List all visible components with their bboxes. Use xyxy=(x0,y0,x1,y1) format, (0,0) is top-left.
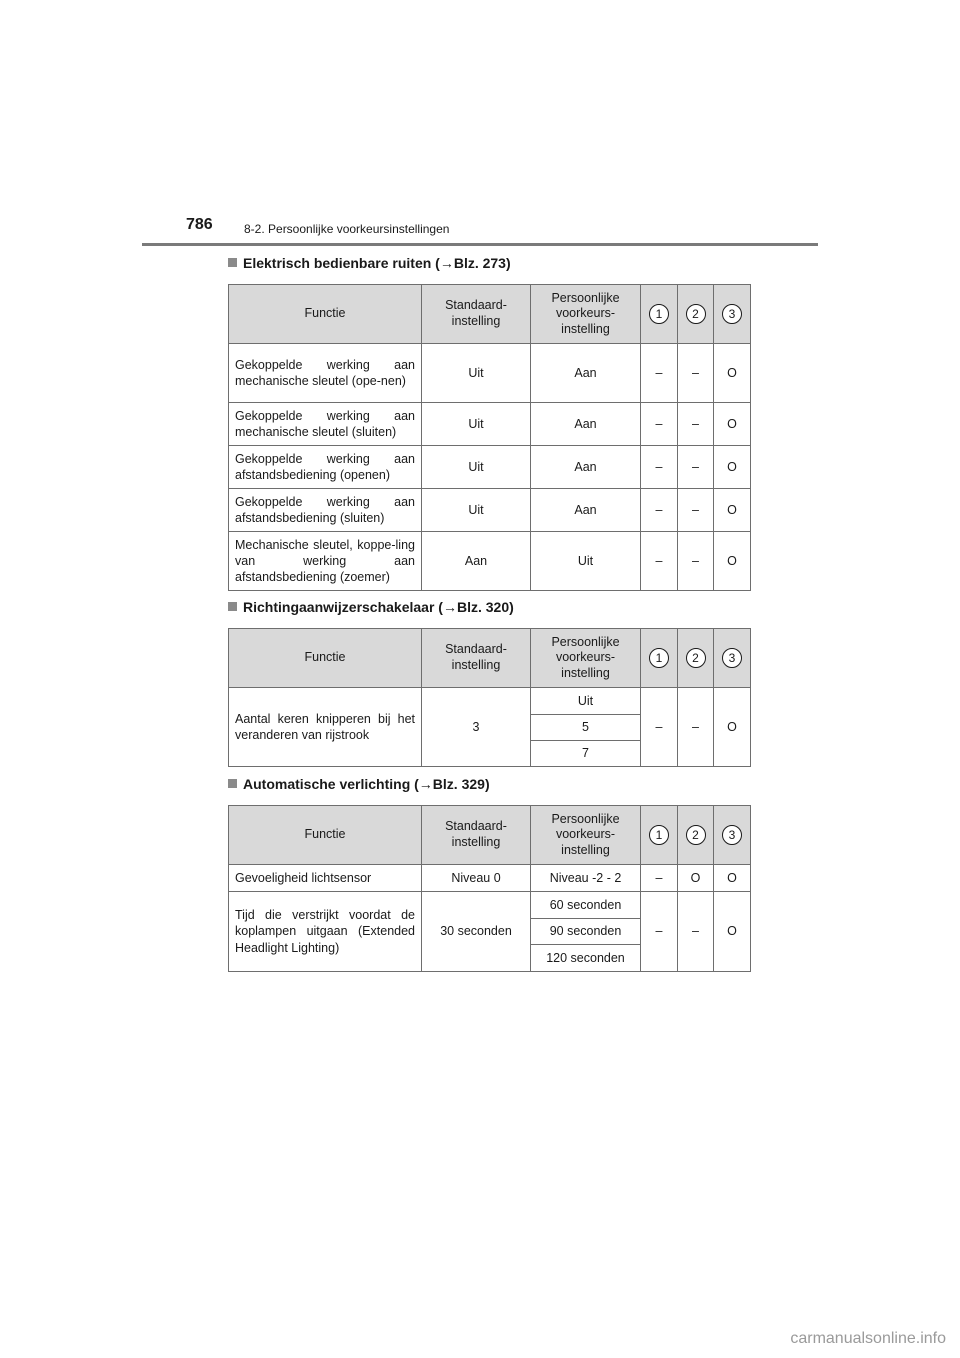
header-custom: Persoonlijke voorkeurs- instelling xyxy=(531,629,641,688)
table-row xyxy=(229,892,751,919)
cell-method-1: – xyxy=(641,446,678,489)
bullet-square-icon xyxy=(228,258,237,267)
cell-custom-option: 7 xyxy=(531,741,641,767)
cell-method-1: – xyxy=(641,688,678,767)
number-1-icon: 1 xyxy=(649,825,669,845)
section-title-power-windows: Elektrisch bedienbare ruiten (→Blz. 273) xyxy=(228,255,511,271)
cell-method-2: – xyxy=(678,446,714,489)
header-method-1 xyxy=(641,629,678,688)
cell-function: Gekoppelde werking aan mechanische sleutel (ope-nen) xyxy=(229,344,422,403)
table-row xyxy=(229,489,751,532)
cell-function: Gekoppelde werking aan afstandsbediening (openen) xyxy=(229,446,422,489)
number-2-icon: 2 xyxy=(686,825,706,845)
cell-method-1: – xyxy=(641,892,678,972)
table-row xyxy=(229,446,751,489)
chapter-title: 8-2. Persoonlijke voorkeursinstellingen xyxy=(244,222,450,236)
header-default: Standaard- instelling xyxy=(422,806,531,865)
table-row xyxy=(229,344,751,403)
number-2-icon: 2 xyxy=(686,304,706,324)
cell-function: Aantal keren knipperen bij het veranderen van rijstrook xyxy=(229,688,422,767)
number-3-icon: 3 xyxy=(722,304,742,324)
cell-custom-option: 90 seconden xyxy=(531,919,641,945)
cell-method-3: O xyxy=(714,489,751,532)
cell-method-1: – xyxy=(641,532,678,591)
cell-custom-option: 120 seconden xyxy=(531,945,641,972)
header-function: Functie xyxy=(229,629,422,688)
cell-custom: Aan xyxy=(531,403,641,446)
cell-default: Uit xyxy=(422,489,531,532)
cell-method-1: – xyxy=(641,489,678,532)
cell-custom: Niveau -2 - 2 xyxy=(531,865,641,892)
header-rule xyxy=(142,243,818,246)
cell-custom-option: 60 seconden xyxy=(531,892,641,919)
cell-function: Mechanische sleutel, koppe-ling van werking aan afstandsbediening (zoemer) xyxy=(229,532,422,591)
number-3-icon: 3 xyxy=(722,825,742,845)
cell-default: Aan xyxy=(422,532,531,591)
cell-method-2: – xyxy=(678,892,714,972)
header-default: Standaard- instelling xyxy=(422,285,531,344)
cell-default: 3 xyxy=(422,688,531,767)
number-2-icon: 2 xyxy=(686,648,706,668)
header-method-1 xyxy=(641,806,678,865)
cell-method-1: – xyxy=(641,403,678,446)
cell-custom-option: Uit xyxy=(531,688,641,715)
number-1-icon: 1 xyxy=(649,304,669,324)
cell-default: 30 seconden xyxy=(422,892,531,972)
settings-table-power-windows xyxy=(228,284,751,591)
cell-method-3: O xyxy=(714,403,751,446)
table-header-row xyxy=(229,629,751,688)
header-method-3 xyxy=(714,629,751,688)
cell-method-2: – xyxy=(678,489,714,532)
cell-method-2: – xyxy=(678,403,714,446)
header-method-2 xyxy=(678,629,714,688)
cell-method-3: O xyxy=(714,892,751,972)
header-method-2 xyxy=(678,285,714,344)
cell-method-2: O xyxy=(678,865,714,892)
cell-default: Niveau 0 xyxy=(422,865,531,892)
header-default: Standaard- instelling xyxy=(422,629,531,688)
header-function: Functie xyxy=(229,285,422,344)
cell-function: Tijd die verstrijkt voordat de koplampen uitgaan (Extended Headlight Lighting) xyxy=(229,892,422,972)
cell-method-3: O xyxy=(714,532,751,591)
cell-method-2: – xyxy=(678,532,714,591)
header-method-2 xyxy=(678,806,714,865)
cell-method-3: O xyxy=(714,344,751,403)
header-custom: Persoonlijke voorkeurs- instelling xyxy=(531,285,641,344)
table-row xyxy=(229,688,751,715)
section-title-turn-signal: Richtingaanwijzerschakelaar (→Blz. 320) xyxy=(228,599,514,615)
table-row xyxy=(229,865,751,892)
page-number: 786 xyxy=(186,216,213,233)
cell-custom: Aan xyxy=(531,344,641,403)
cell-function: Gekoppelde werking aan mechanische sleutel (sluiten) xyxy=(229,403,422,446)
cell-method-3: O xyxy=(714,865,751,892)
bullet-square-icon xyxy=(228,602,237,611)
number-1-icon: 1 xyxy=(649,648,669,668)
cell-method-3: O xyxy=(714,446,751,489)
watermark: carmanualsonline.info xyxy=(790,1330,946,1347)
cell-default: Uit xyxy=(422,403,531,446)
table-row xyxy=(229,403,751,446)
cell-default: Uit xyxy=(422,446,531,489)
cell-custom-option: 5 xyxy=(531,715,641,741)
bullet-square-icon xyxy=(228,779,237,788)
settings-table-turn-signal xyxy=(228,628,751,767)
cell-function: Gekoppelde werking aan afstandsbediening (sluiten) xyxy=(229,489,422,532)
header-method-3 xyxy=(714,806,751,865)
cell-default: Uit xyxy=(422,344,531,403)
cell-custom: Aan xyxy=(531,489,641,532)
settings-table-auto-lighting xyxy=(228,805,751,972)
cell-method-1: – xyxy=(641,865,678,892)
cell-method-2: – xyxy=(678,344,714,403)
cell-custom: Aan xyxy=(531,446,641,489)
cell-custom: Uit xyxy=(531,532,641,591)
table-header-row xyxy=(229,285,751,344)
header-method-1 xyxy=(641,285,678,344)
cell-function: Gevoeligheid lichtsensor xyxy=(229,865,422,892)
number-3-icon: 3 xyxy=(722,648,742,668)
cell-method-1: – xyxy=(641,344,678,403)
header-function: Functie xyxy=(229,806,422,865)
header-custom: Persoonlijke voorkeurs- instelling xyxy=(531,806,641,865)
table-header-row xyxy=(229,806,751,865)
cell-method-3: O xyxy=(714,688,751,767)
table-row xyxy=(229,532,751,591)
header-method-3 xyxy=(714,285,751,344)
cell-method-2: – xyxy=(678,688,714,767)
section-title-auto-lighting: Automatische verlichting (→Blz. 329) xyxy=(228,776,490,792)
